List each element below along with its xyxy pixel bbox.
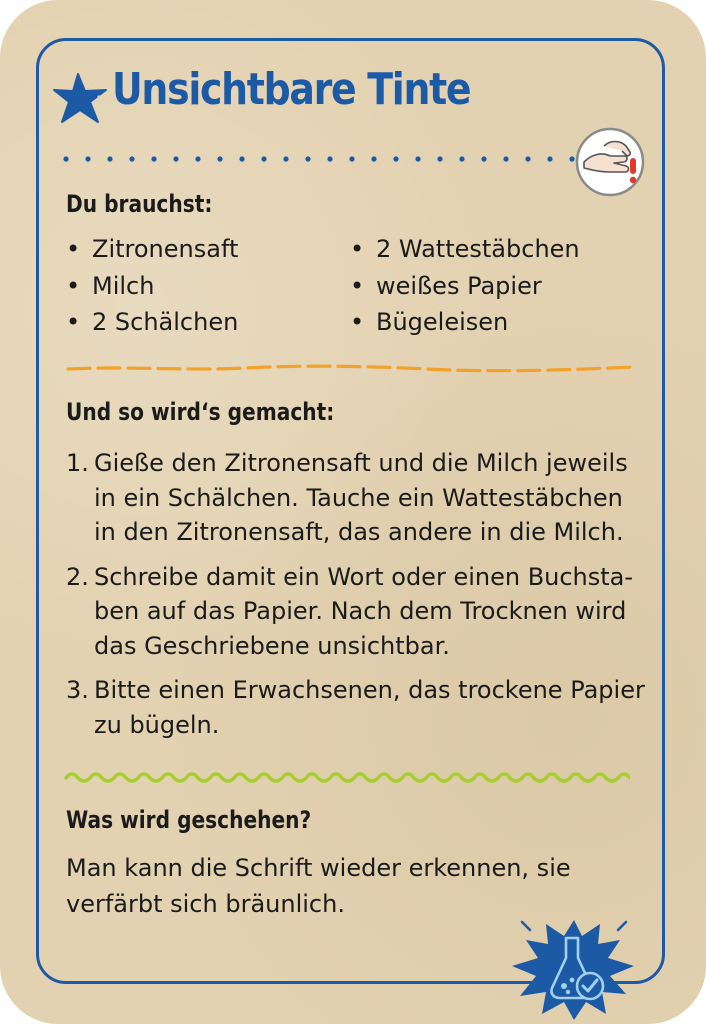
material-item: • 2 Schälchen (66, 304, 238, 341)
result-heading: Was wird geschehen? (66, 806, 312, 834)
instructions-list (66, 446, 646, 752)
materials-list-right (350, 231, 580, 341)
orange-dashed-divider (66, 360, 636, 376)
green-wavy-divider (64, 764, 630, 790)
step-number: 1. (66, 449, 89, 477)
material-item: • Milch (66, 268, 238, 305)
materials-heading: Du brauchst: (66, 190, 213, 218)
flask-check-icon (508, 914, 640, 1020)
result-text: Man kann die Schrift wieder erkennen, sie verfärbt sich bräunlich. (66, 854, 571, 918)
card-title: Unsichtbare Tinte (112, 64, 471, 115)
material-item: • Bügeleisen (350, 304, 580, 341)
instructions-heading: Und so wird‘s gemacht: (66, 398, 335, 426)
instruction-step (66, 673, 646, 742)
step-text: Bitte einen Erwachsenen, das trockene Papier zu bügeln. (94, 676, 645, 739)
dotted-divider (62, 152, 582, 166)
materials-list-left (66, 231, 238, 341)
material-item: • 2 Wattestäbchen (350, 231, 580, 268)
step-text: Gieße den Zitronensaft und die Milch jeweils in ein Schälchen. Tauche ein Wattestäbchen in den Zitronensaft, das andere in die Milch. (94, 449, 628, 546)
step-number: 3. (66, 676, 89, 704)
adult-help-icon (574, 126, 646, 198)
material-item: • weißes Papier (350, 268, 580, 305)
step-number: 2. (66, 562, 89, 591)
step-text: Schreibe damit ein Wort oder einen Buchstaben auf das Papier. Nach dem Trocknen wird das Geschriebene unsichtbar. (94, 562, 634, 660)
star-icon (52, 70, 110, 128)
instruction-step (66, 446, 646, 550)
material-item: • Zitronensaft (66, 231, 238, 268)
instruction-step (66, 560, 646, 664)
